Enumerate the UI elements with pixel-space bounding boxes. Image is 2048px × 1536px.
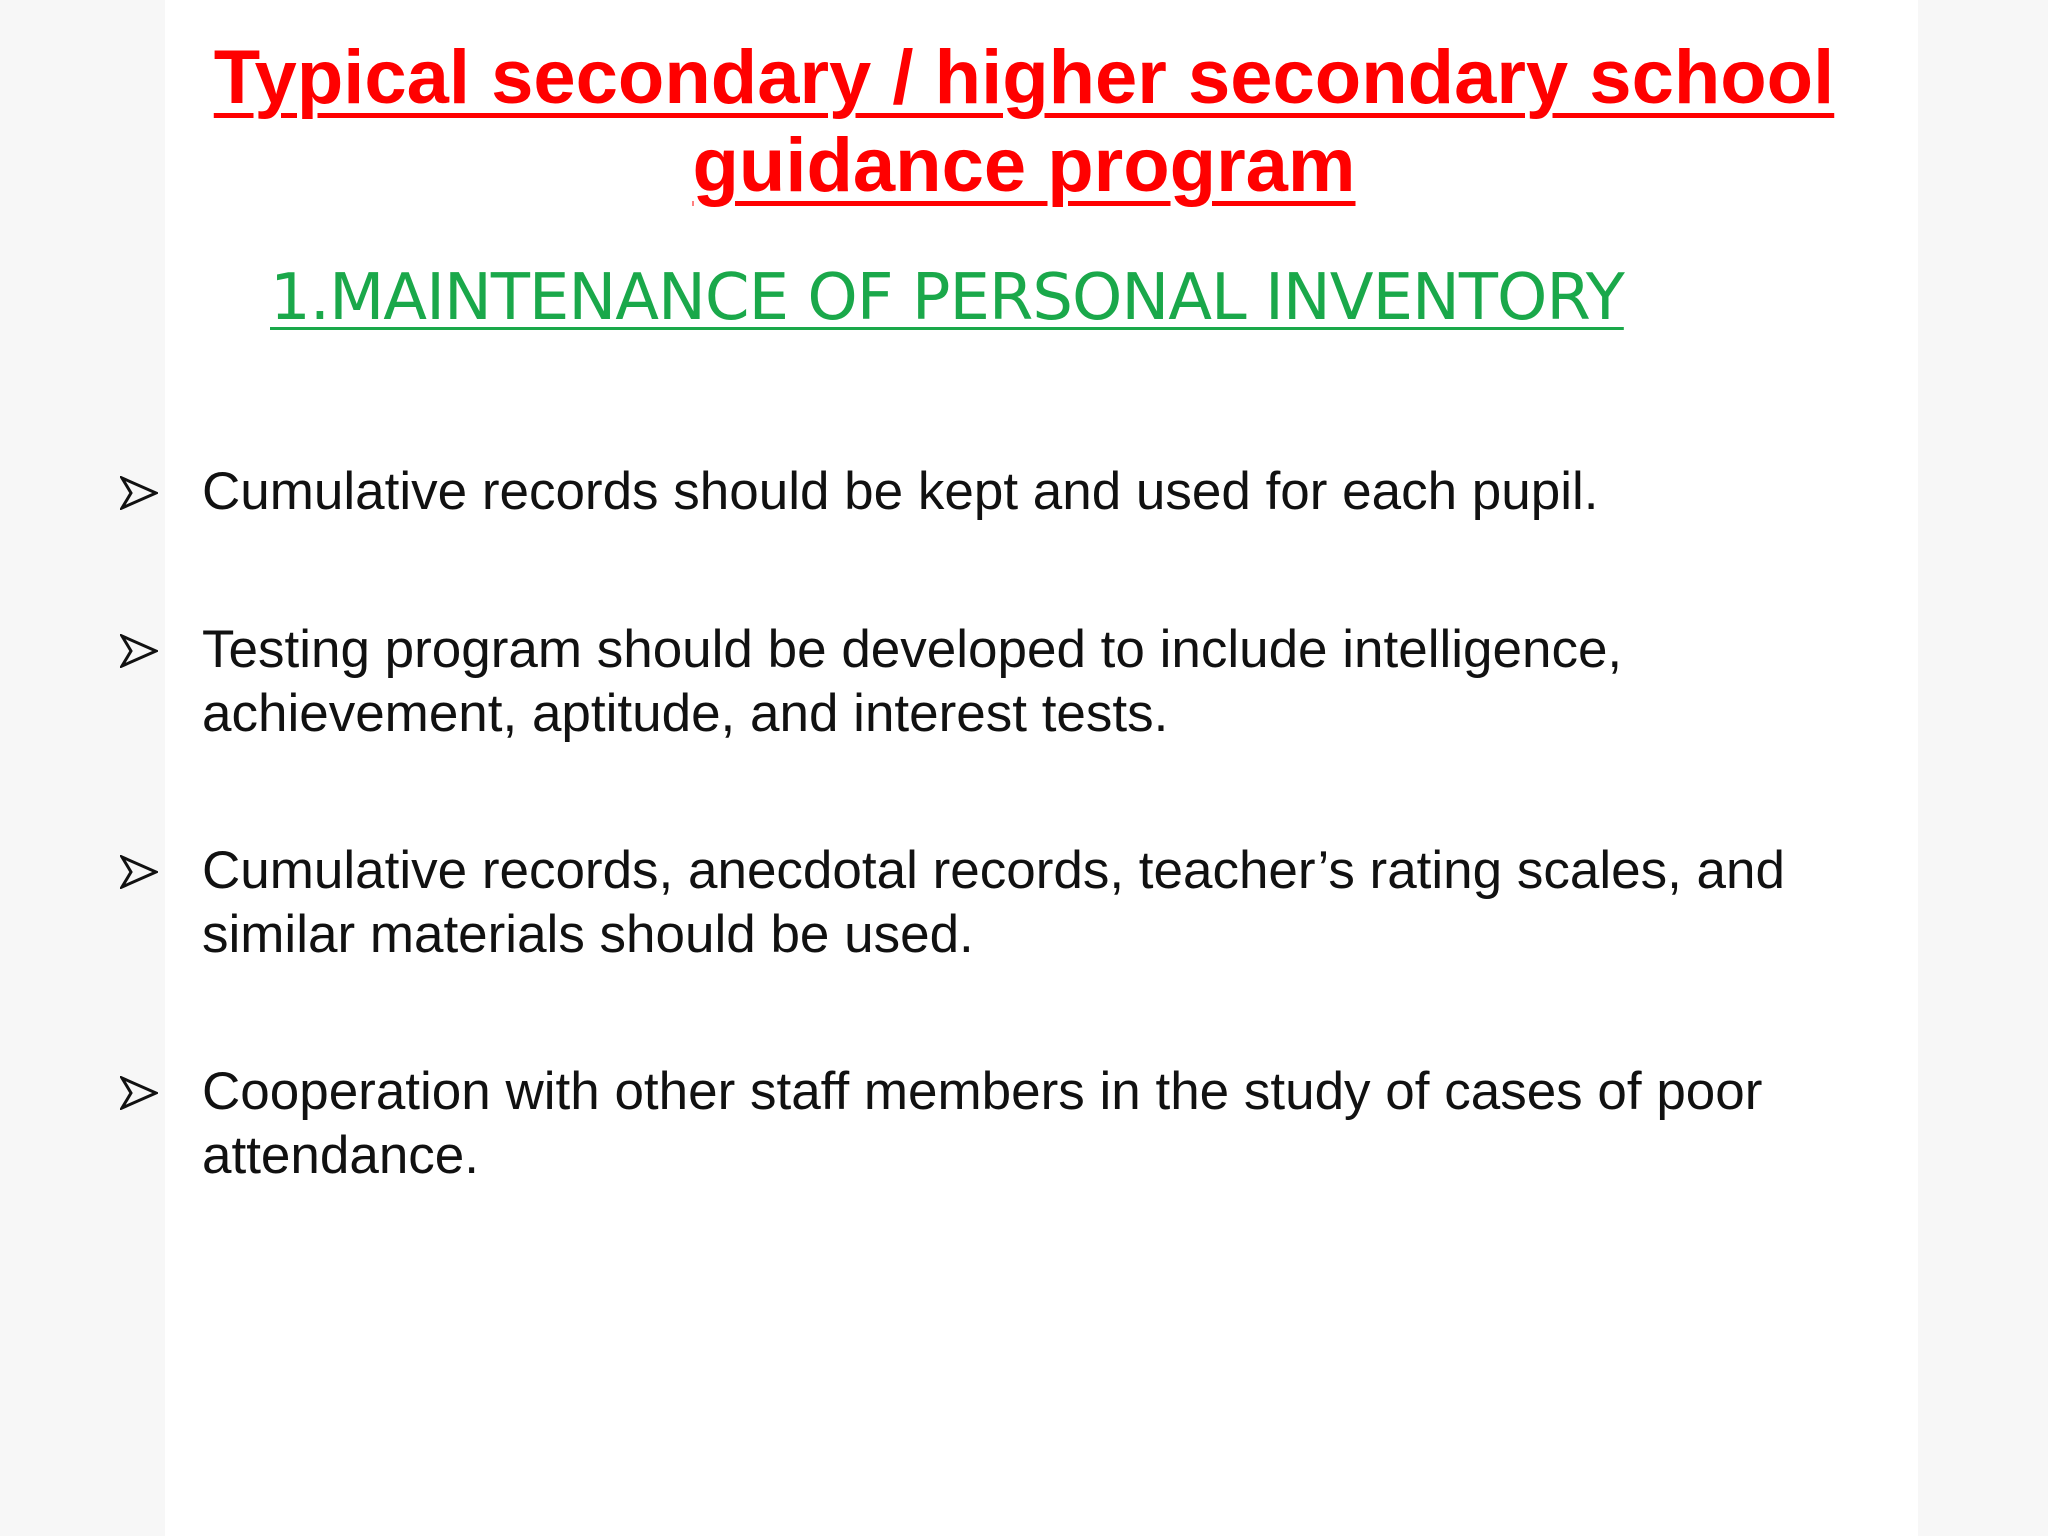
bullet-item (120, 460, 1940, 524)
bullet-item (120, 1060, 1940, 1188)
bullet-text: Cooperation with other staff members in the study of cases of poor attendance. (202, 1062, 1763, 1185)
arrow-bullet-icon (120, 855, 202, 894)
bullet-item (120, 839, 1940, 967)
slide-title-line-2: guidance program (692, 123, 1356, 208)
slide-title (100, 34, 1948, 210)
arrow-bullet-icon (120, 1076, 202, 1115)
arrow-bullet-icon (120, 634, 202, 673)
bullet-item (120, 618, 1940, 746)
left-margin-shade (0, 0, 165, 1536)
right-margin-shade (1918, 0, 2048, 1536)
bullet-text: Testing program should be developed to include intelligence, achievement, aptitude, and interest tests. (202, 620, 1623, 743)
section-heading: 1.MAINTENANCE OF PERSONAL INVENTORY (270, 261, 1624, 335)
arrow-bullet-icon (120, 476, 202, 515)
slide-title-line-1: Typical secondary / higher secondary school (213, 35, 1835, 120)
bullet-text: Cumulative records should be kept and used for each pupil. (202, 462, 1599, 521)
bullet-text: Cumulative records, anecdotal records, teacher’s rating scales, and similar materials should be used. (202, 841, 1785, 964)
